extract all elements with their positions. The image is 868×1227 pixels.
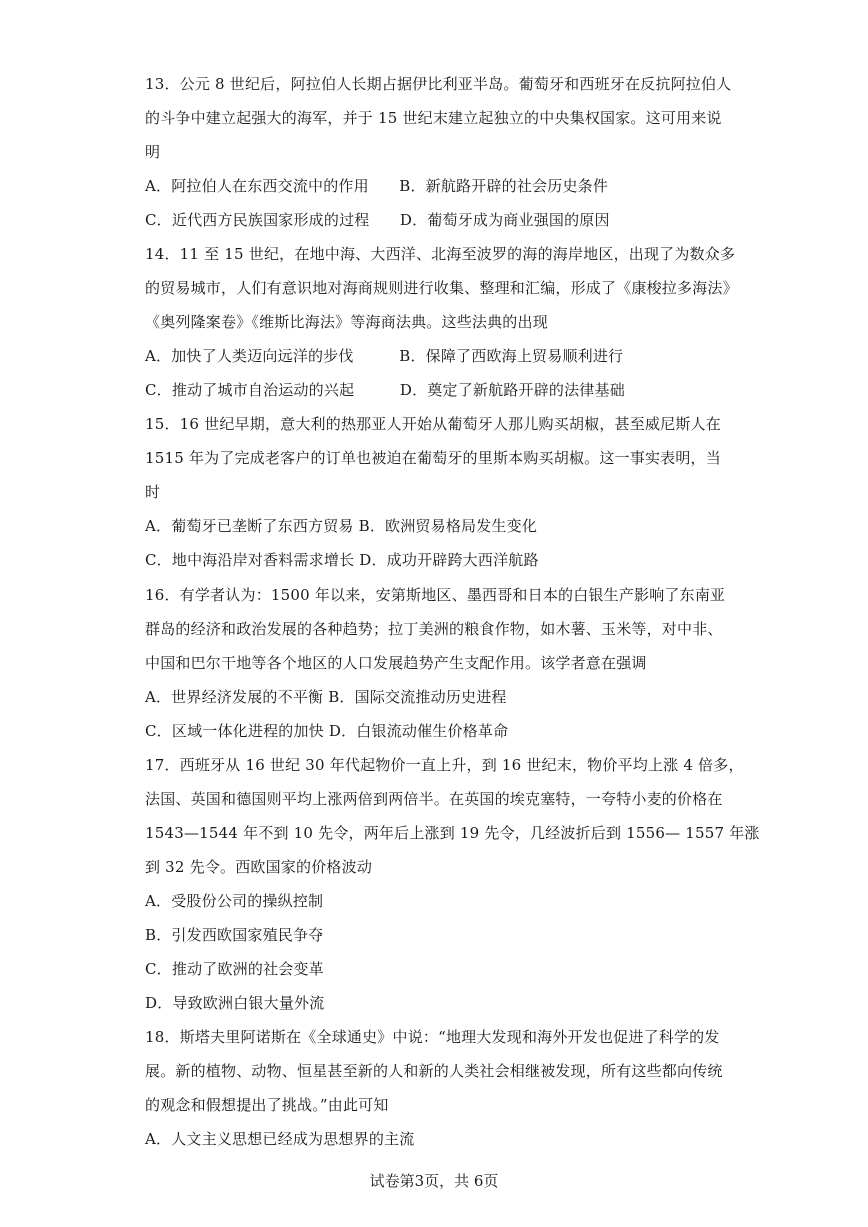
- q14-option-line-2: C．推动了城市自治运动的兴起 D．奠定了新航路开辟的法律基础: [145, 381, 625, 399]
- q16-stem-line-1: 16．有学者认为：1500 年以来，安第斯地区、墨西哥和日本的白银生产影响了东南亚: [145, 586, 726, 604]
- q18-stem-line-1: 18．斯塔夫里阿诺斯在《全球通史》中说：“地理大发现和海外开发也促进了科学的发: [145, 1028, 720, 1046]
- page-footer: 试卷第3页，共 6页: [369, 1172, 499, 1190]
- q16-stem-line-2: 群岛的经济和政治发展的各种趋势；拉丁美洲的粮食作物，如木薯、玉米等，对中非、: [145, 620, 723, 638]
- q18-stem-line-2: 展。新的植物、动物、恒星甚至新的人和新的人类社会相继被发现，所有这些都向传统: [145, 1062, 723, 1080]
- q17-option-d: D．导致欧洲白银大量外流: [145, 994, 325, 1012]
- q16-option-line-2: C．区域一体化进程的加快 D．白银流动催生价格革命: [145, 722, 509, 740]
- q17-option-b: B．引发西欧国家殖民争夺: [145, 926, 324, 944]
- q17-option-c: C．推动了欧洲的社会变革: [145, 960, 324, 978]
- q15-stem-line-1: 15．16 世纪早期，意大利的热那亚人开始从葡萄牙人那儿购买胡椒，甚至威尼斯人在: [145, 415, 721, 433]
- q17-stem-line-2: 法国、英国和德国则平均上涨两倍到两倍半。在英国的埃克塞特，一夸特小麦的价格在: [145, 790, 723, 808]
- q13-stem-line-2: 的斗争中建立起强大的海军，并于 15 世纪末建立起独立的中央集权国家。这可用来说: [145, 109, 722, 127]
- q14-stem-line-2: 的贸易城市，人们有意识地对海商规则进行收集、整理和汇编，形成了《康梭拉多海法》: [145, 279, 738, 297]
- q17-stem-line-1: 17．西班牙从 16 世纪 30 年代起物价一直上升，到 16 世纪末，物价平均上涨 4 倍多，: [145, 756, 744, 774]
- q13-stem-line-1: 13．公元 8 世纪后，阿拉伯人长期占据伊比利亚半岛。葡萄牙和西班牙在反抗阿拉伯人: [145, 75, 732, 93]
- q14-stem-line-1: 14．11 至 15 世纪，在地中海、大西洋、北海至波罗的海的海岸地区，出现了为数众多: [145, 245, 736, 263]
- q15-stem-line-2: 1515 年为了完成老客户的订单也被迫在葡萄牙的里斯本购买胡椒。这一事实表明，当: [145, 449, 721, 467]
- q16-stem-line-3: 中国和巴尔干地等各个地区的人口发展趋势产生支配作用。该学者意在强调: [145, 654, 647, 672]
- q17-stem-line-4: 到 32 先令。西欧国家的价格波动: [145, 858, 373, 876]
- q16-option-line-1: A．世界经济发展的不平衡 B．国际交流推动历史进程: [145, 688, 507, 706]
- q13-option-line-1: A．阿拉伯人在东西交流中的作用 B．新航路开辟的社会历史条件: [145, 177, 609, 195]
- q13-stem-line-3: 明: [145, 143, 161, 161]
- q15-stem-line-3: 时: [145, 483, 161, 501]
- q15-option-line-1: A．葡萄牙已垄断了东西方贸易 B．欧洲贸易格局发生变化: [145, 517, 538, 535]
- q18-option-a: A．人文主义思想已经成为思想界的主流: [145, 1130, 415, 1148]
- q17-option-a: A．受股份公司的操纵控制: [145, 892, 324, 910]
- q15-option-line-2: C．地中海沿岸对香料需求增长 D．成功开辟跨大西洋航路: [145, 551, 539, 569]
- q14-option-line-1: A．加快了人类迈向远洋的步伐 B．保障了西欧海上贸易顺利进行: [145, 347, 624, 365]
- q14-stem-line-3: 《奥列隆案卷》《维斯比海法》等海商法典。这些法典的出现: [145, 313, 548, 331]
- q13-option-line-2: C．近代西方民族国家形成的过程 D．葡萄牙成为商业强国的原因: [145, 211, 610, 229]
- q18-stem-line-3: 的观念和假想提出了挑战。”由此可知: [145, 1096, 389, 1114]
- q17-stem-line-3: 1543—1544 年不到 10 先令，两年后上涨到 19 先令，几经波折后到 1556— 1557 年涨: [145, 824, 760, 842]
